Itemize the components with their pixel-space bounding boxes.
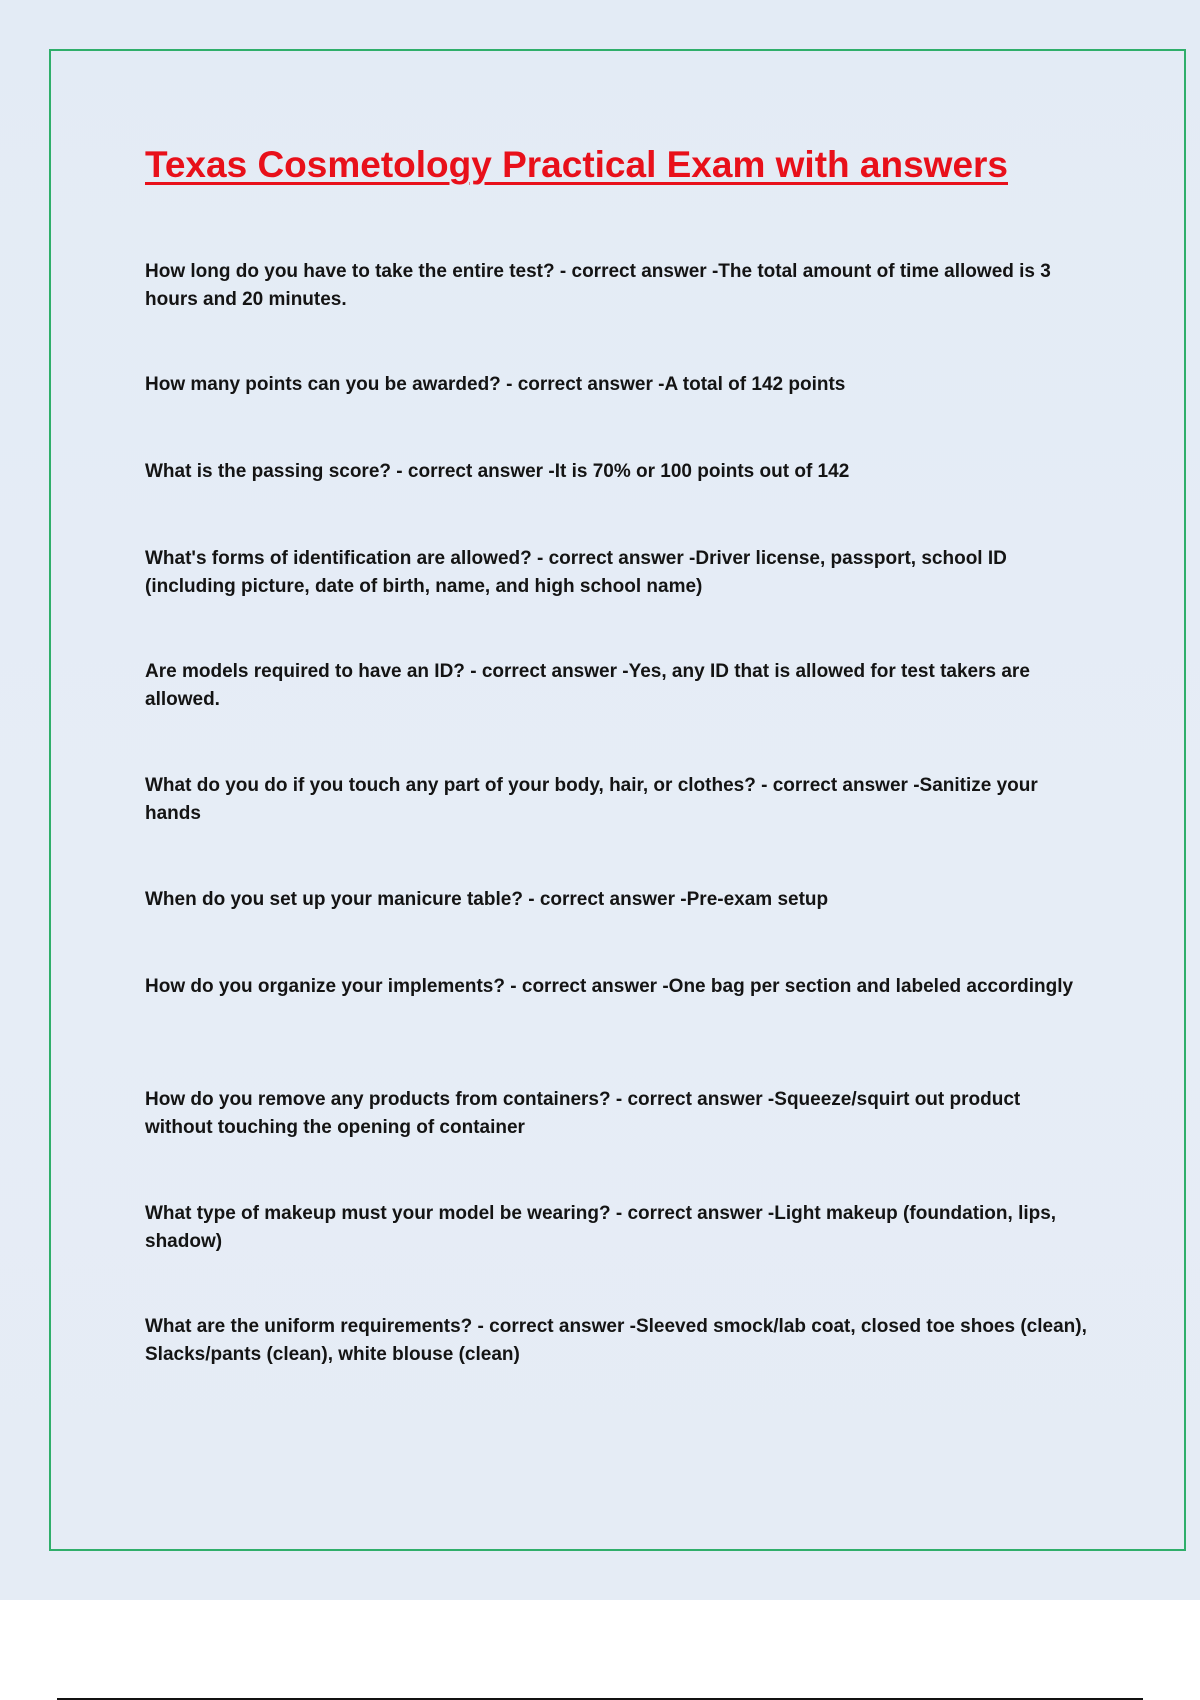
qa-item [145, 371, 1090, 399]
question-text: How do you remove any products from containers? - [145, 1089, 627, 1110]
answer-text: Pre-exam setup [686, 889, 829, 910]
answer-marker: correct answer - [481, 661, 629, 682]
answer-marker: correct answer - [517, 374, 665, 395]
question-text: When do you set up your manicure table? - [145, 889, 540, 910]
answer-marker: correct answer - [521, 976, 669, 997]
answer-text: Sleeved smock/lab coat, closed toe shoes (clean), Slacks/pants (clean), white blouse (clean) [145, 1316, 1087, 1365]
question-text: What's forms of identification are allowed? - [145, 548, 549, 569]
answer-text: A total of 142 points [664, 374, 846, 395]
answer-text: The total amount of time allowed is 3 hours and 20 minutes. [145, 261, 1051, 310]
qa-item [145, 772, 1090, 828]
answer-text: Squeeze/squirt out product without touching the opening of container [145, 1089, 1021, 1138]
answer-marker: correct answer - [772, 775, 920, 796]
qa-item [145, 458, 1090, 486]
answer-marker: correct answer - [627, 1203, 775, 1224]
answer-text: Sanitize your hands [145, 775, 1038, 824]
answer-marker: correct answer - [548, 548, 696, 569]
answer-marker: correct answer - [627, 1089, 775, 1110]
answer-marker: correct answer - [407, 461, 555, 482]
question-text: Are models required to have an ID? - [145, 661, 482, 682]
question-text: What are the uniform requirements? - [145, 1316, 489, 1337]
qa-item [145, 1200, 1090, 1256]
qa-item [145, 886, 1090, 914]
qa-item [145, 658, 1090, 714]
document-title: Texas Cosmetology Practical Exam with answers [145, 144, 1008, 185]
qa-item [145, 1313, 1090, 1369]
question-text: How many points can you be awarded? - [145, 374, 518, 395]
answer-text: Driver license, passport, school ID (including picture, date of birth, name, and high school name) [145, 548, 1007, 597]
question-text: What is the passing score? - [145, 461, 408, 482]
answer-marker: correct answer - [571, 261, 719, 282]
question-text: How long do you have to take the entire test? - [145, 261, 572, 282]
answer-marker: correct answer - [539, 889, 687, 910]
qa-item [145, 973, 1090, 1001]
answer-text: It is 70% or 100 points out of 142 [554, 461, 850, 482]
question-text: What do you do if you touch any part of your body, hair, or clothes? - [145, 775, 773, 796]
qa-item [145, 1086, 1090, 1142]
answer-text: Yes, any ID that is allowed for test takers are allowed. [145, 661, 1030, 710]
answer-text: One bag per section and labeled accordingly [668, 976, 1074, 997]
question-text: What type of makeup must your model be wearing? - [145, 1203, 627, 1224]
qa-item [145, 258, 1090, 314]
question-text: How do you organize your implements? - [145, 976, 522, 997]
qa-item [145, 545, 1090, 601]
answer-marker: correct answer - [489, 1316, 636, 1337]
answer-text: Light makeup (foundation, lips, shadow) [145, 1203, 1057, 1252]
